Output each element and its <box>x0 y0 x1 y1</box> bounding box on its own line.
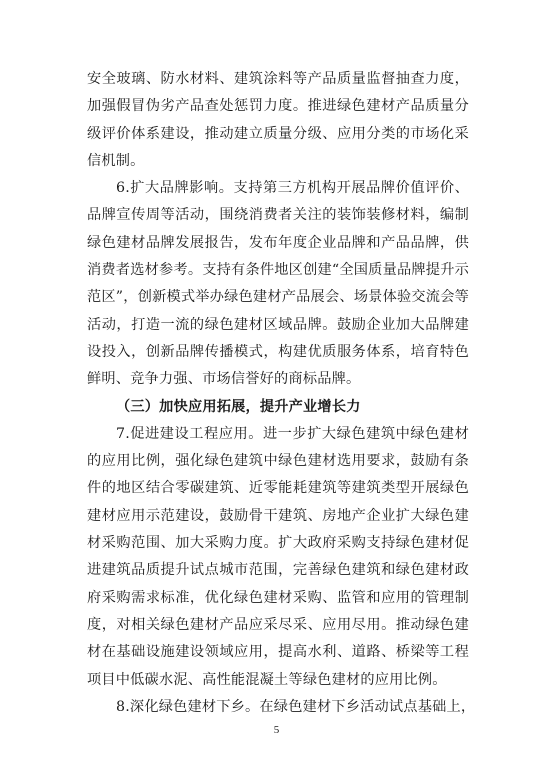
text-line: 建材应用示范建设，鼓励骨干建筑、房地产企业扩大绿色建 <box>87 507 469 524</box>
text-line: 消费者选材参考。支持有条件地区创建“全国质量品牌提升示 <box>87 262 469 279</box>
text-line: 进建筑品质提升试点城市范围，完善绿色建筑和绿色建材政 <box>87 562 469 579</box>
text-line: 加强假冒伪劣产品查处惩罚力度。推进绿色建材产品质量分 <box>87 98 469 115</box>
text-line: 府采购需求标准，优化绿色建材采购、监管和应用的管理制 <box>87 589 469 606</box>
text-line: 的应用比例，强化绿色建筑中绿色建材选用要求，鼓励有条 <box>87 453 469 470</box>
text-line: 6.扩大品牌影响。支持第三方机构开展品牌价值评价、 <box>116 180 469 197</box>
text-line: 鲜明、竞争力强、市场信誉好的商标品牌。 <box>87 371 361 388</box>
text-line: 品牌宣传周等活动，围绕消费者关注的装饰装修材料，编制 <box>87 207 469 224</box>
text-line: 项目中低碳水泥、高性能混凝土等绿色建材的应用比例。 <box>87 671 447 688</box>
text-line: 材在基础设施建设领域应用，提高水利、道路、桥梁等工程 <box>87 644 469 661</box>
body-text <box>87 66 476 721</box>
text-line: 度，对相关绿色建材产品应采尽采、应用尽用。推动绿色建 <box>87 616 469 633</box>
text-line: 级评价体系建设，推动建立质量分级、应用分类的市场化采 <box>87 125 469 142</box>
text-line: 8.深化绿色建材下乡。在绿色建材下乡活动试点基础上， <box>116 698 476 715</box>
text-line: 范区”，创新模式举办绿色建材产品展会、场景体验交流会等 <box>87 289 469 306</box>
text-line: 绿色建材品牌发展报告，发布年度企业品牌和产品品牌，供 <box>87 234 469 251</box>
page-number: 5 <box>273 724 280 736</box>
text-line: 安全玻璃、防水材料、建筑涂料等产品质量监督抽查力度， <box>87 71 469 87</box>
text-line: 材采购范围、加大采购力度。扩大政府采购支持绿色建材促 <box>87 535 469 552</box>
text-line: 7.促进建设工程应用。进一步扩大绿色建筑中绿色建材 <box>116 425 469 442</box>
text-line: 设投入，创新品牌传播模式，构建优质服务体系，培育特色 <box>87 343 469 360</box>
text-line: 信机制。 <box>87 152 145 169</box>
section-heading: （三）加快应用拓展，提升产业增长力 <box>116 398 361 415</box>
text-line: 件的地区结合零碳建筑、近零能耗建筑等建筑类型开展绿色 <box>87 480 469 497</box>
text-line: 活动，打造一流的绿色建材区域品牌。鼓励企业加大品牌建 <box>87 316 469 333</box>
